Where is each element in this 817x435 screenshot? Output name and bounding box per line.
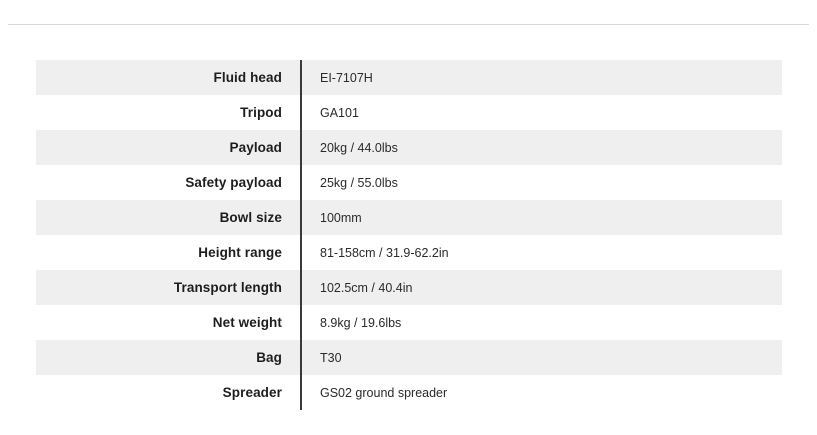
spec-label: Payload [36,130,300,165]
spec-label: Height range [36,235,300,270]
table-row [36,200,782,235]
spec-value: T30 [302,340,782,375]
header-divider [8,24,809,25]
spec-value: 100mm [302,200,782,235]
table-row [36,340,782,375]
spec-value: 20kg / 44.0lbs [302,130,782,165]
table-row [36,130,782,165]
spec-label: Tripod [36,95,300,130]
table-row [36,235,782,270]
spec-value: 8.9kg / 19.6lbs [302,305,782,340]
table-row [36,165,782,200]
spec-value: 81-158cm / 31.9-62.2in [302,235,782,270]
specification-table [36,60,782,410]
spec-label: Net weight [36,305,300,340]
spec-value: 102.5cm / 40.4in [302,270,782,305]
spec-label: Safety payload [36,165,300,200]
table-row [36,60,782,95]
spec-value: EI-7107H [302,60,782,95]
spec-value: GS02 ground spreader [302,375,782,410]
table-row [36,95,782,130]
spec-label: Bowl size [36,200,300,235]
specification-table-body [36,60,782,410]
table-row [36,375,782,410]
spec-value: GA101 [302,95,782,130]
spec-label: Bag [36,340,300,375]
table-row [36,305,782,340]
spec-label: Spreader [36,375,300,410]
table-row [36,270,782,305]
spec-label: Transport length [36,270,300,305]
spec-label: Fluid head [36,60,300,95]
spec-value: 25kg / 55.0lbs [302,165,782,200]
